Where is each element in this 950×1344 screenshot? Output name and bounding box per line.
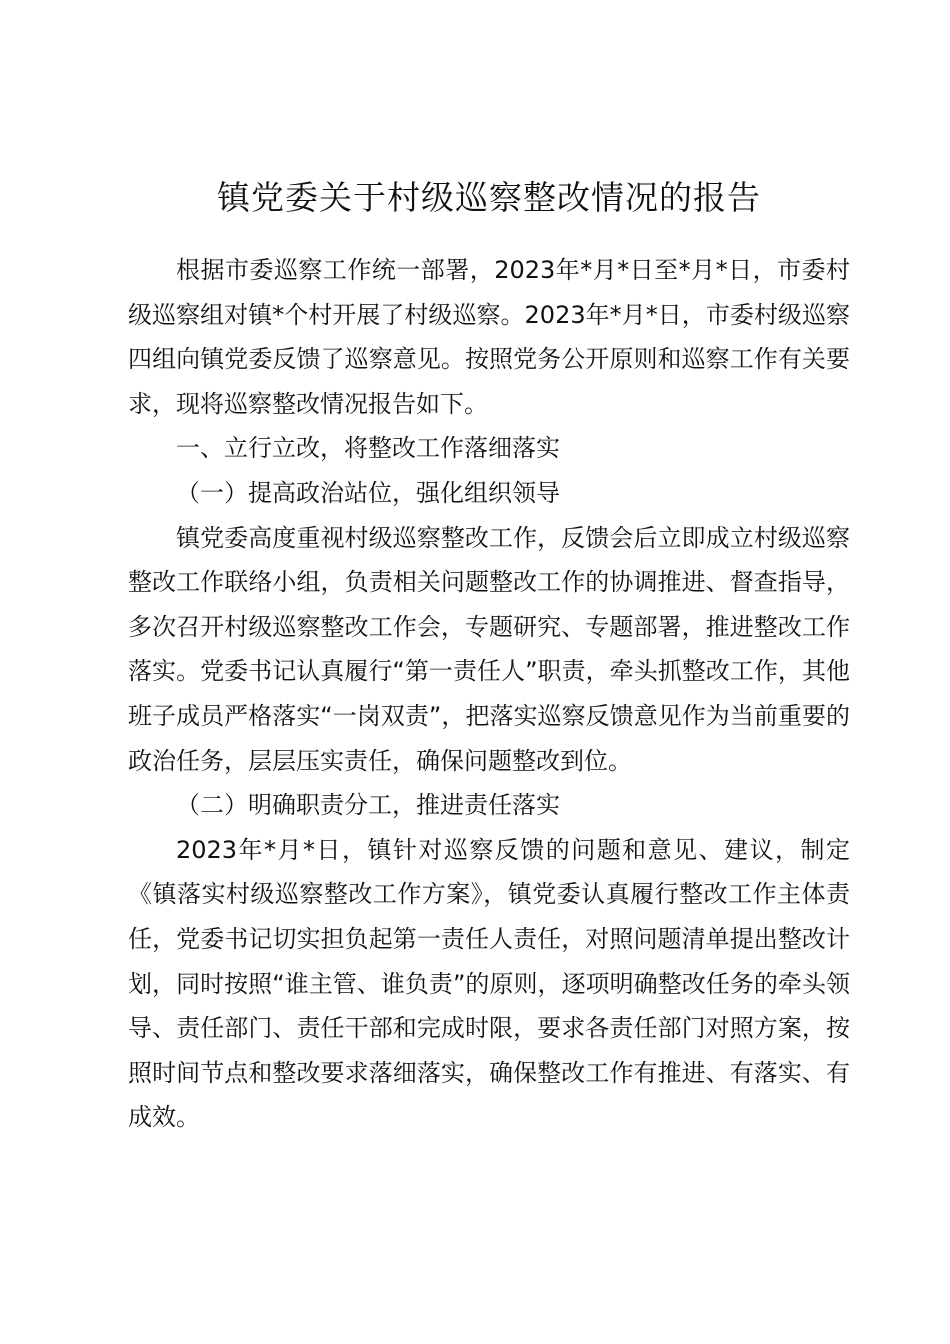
body-paragraph-2: 2023年*月*日，镇针对巡察反馈的问题和意见、建议，制定《镇落实村级巡察整改工作方案》，镇党委认真履行整改工作主体责任，党委书记切实担负起第一责任人责任，对照问题清单提出整改计划，同时按照“谁主管、谁负责”的原则，逐项明确整改任务的牵头领导、责任部门、责任干部和完成时限，要求各责任部门对照方案，按照时间节点和整改要求落细落实，确保整改工作有推进、有落实、有成效。 (128, 835, 850, 1132)
subsection-heading-1: （一）提高政治站位，强化组织领导 (176, 478, 560, 507)
subsection-heading-2: （二）明确职责分工，推进责任落实 (176, 791, 560, 820)
section-heading-1: 一、立行立改，将整改工作落细落实 (176, 434, 560, 463)
document-title: 镇党委关于村级巡察整改情况的报告 (217, 178, 761, 217)
body-paragraph-1: 镇党委高度重视村级巡察整改工作，反馈会后立即成立村级巡察整改工作联络小组，负责相关问题整改工作的协调推进、督查指导，多次召开村级巡察整改工作会，专题研究、专题部署，推进整改工作落实。党委书记认真履行“第一责任人”职责，牵头抓整改工作，其他班子成员严格落实“一岗双责”，把落实巡察反馈意见作为当前重要的政治任务，层层压实责任，确保问题整改到位。 (128, 523, 850, 775)
intro-paragraph: 根据市委巡察工作统一部署，2023年*月*日至*月*日，市委村级巡察组对镇*个村开展了村级巡察。2023年*月*日，市委村级巡察四组向镇党委反馈了巡察意见。按照党务公开原则和巡察工作有关要求，现将巡察整改情况报告如下。 (128, 256, 850, 418)
